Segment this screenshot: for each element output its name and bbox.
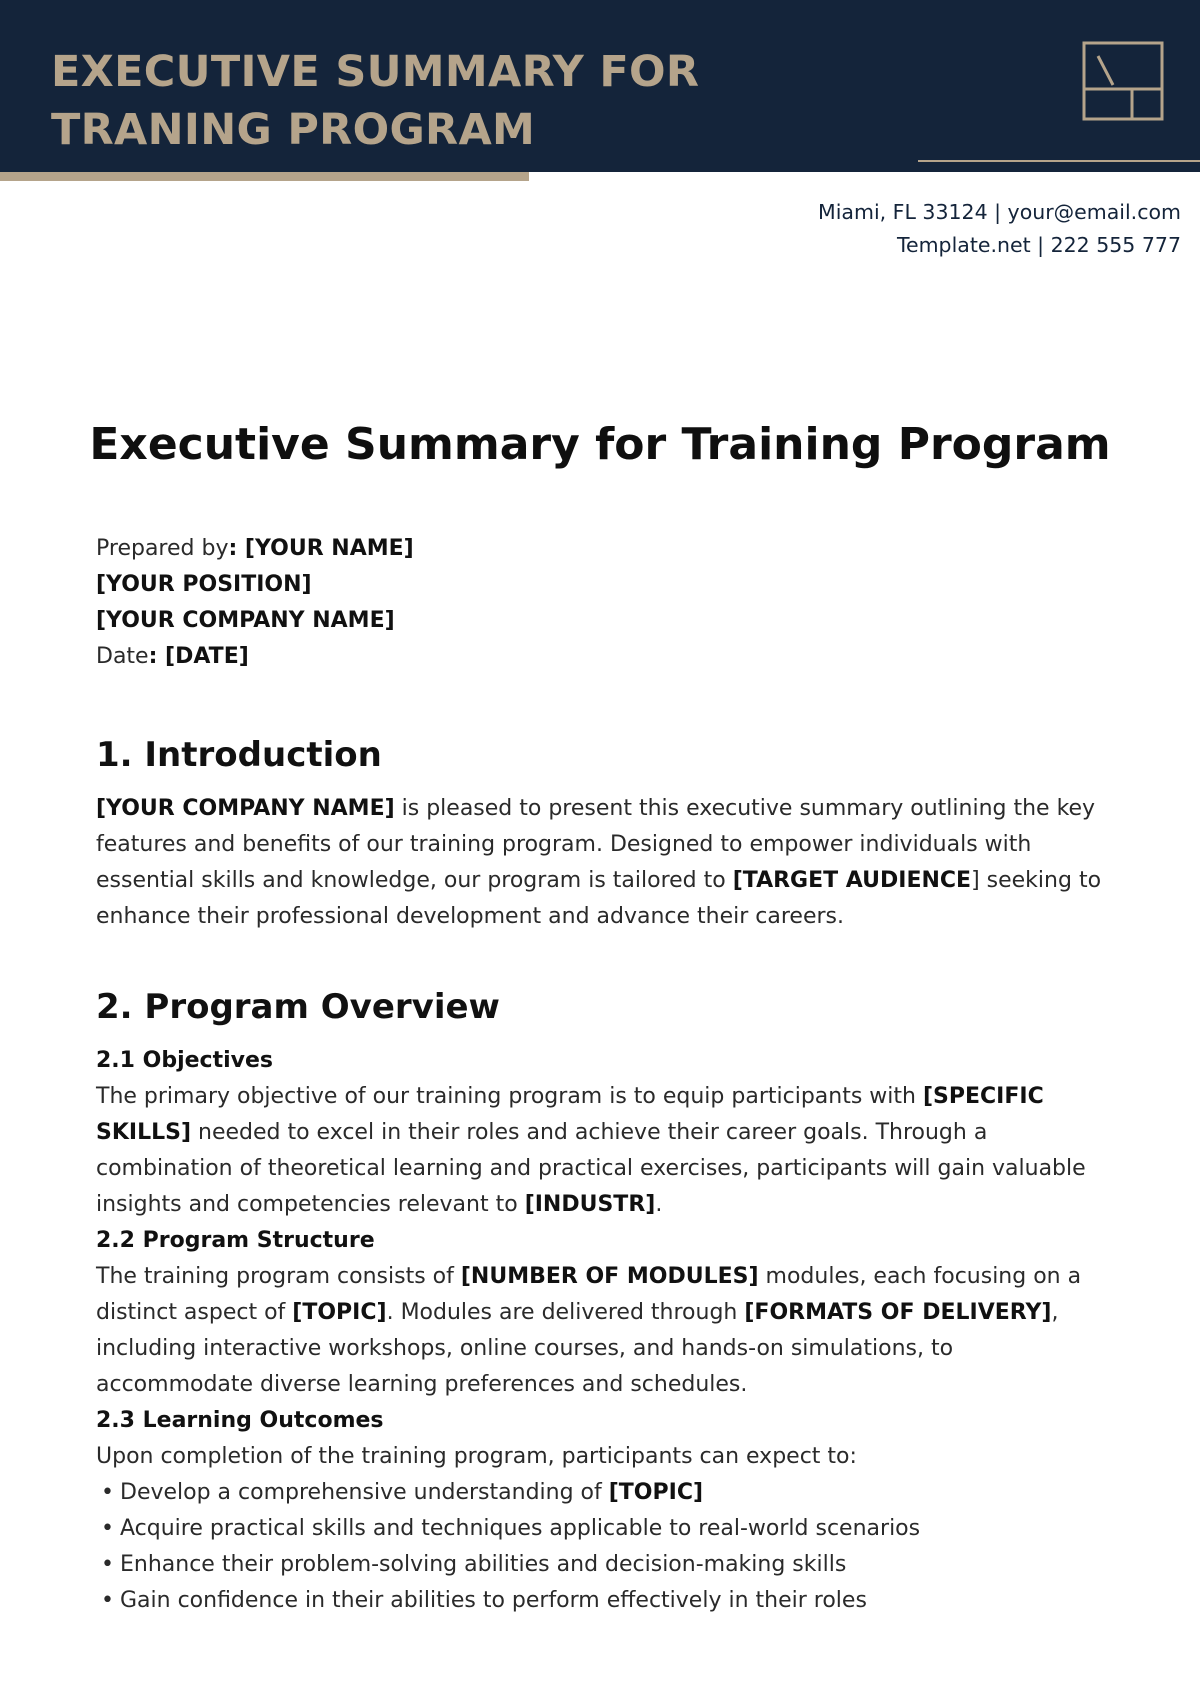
objectives-text-2: needed to excel in their roles and achieve their career goals. Through a combination of theoretical learning and practical exercises, participants will gain valuable insights and competencies relevant to (96, 1120, 1086, 1217)
intro-text-2: ] seeking to enhance their professional development and advance their careers. (96, 868, 1102, 929)
company-value: [YOUR COMPANY NAME] (96, 608, 395, 633)
objectives-text-1: The primary objective of our training program is to equip participants with (96, 1084, 923, 1109)
position-value: [YOUR POSITION] (96, 572, 312, 597)
bullet-dot: • (101, 1516, 114, 1541)
window-layout-icon (1082, 41, 1164, 121)
banner-title-line2: TRANING PROGRAM (51, 105, 536, 155)
company-line (96, 603, 1106, 639)
objectives-skills-placeholder: [SPECIFIC SKILLS] (96, 1084, 1044, 1145)
intro-company-placeholder: [YOUR COMPANY NAME] (96, 796, 395, 821)
section-heading-program-overview: 2. Program Overview (96, 987, 500, 1027)
list-item (96, 1547, 1106, 1583)
structure-formats-placeholder: [FORMATS OF DELIVERY] (744, 1300, 1052, 1325)
structure-topic-placeholder: [TOPIC] (292, 1300, 387, 1325)
subsection-heading-objectives: 2.1 Objectives (96, 1048, 273, 1073)
contact-line-website: Template.net | 222 555 777 (896, 233, 1181, 257)
document-body (96, 531, 1106, 1619)
structure-paragraph (96, 1259, 1106, 1403)
intro-audience-placeholder: [TARGET AUDIENCE (732, 868, 972, 893)
objectives-paragraph (96, 1079, 1106, 1223)
bullet-topic-placeholder: [TOPIC] (608, 1480, 704, 1505)
prepared-by-value: : [YOUR NAME] (228, 536, 414, 561)
date-line (96, 639, 1106, 675)
contact-info (818, 196, 1181, 262)
structure-text-2: modules, each focusing on a distinct aspect of (96, 1264, 1082, 1325)
list-item (96, 1475, 1106, 1511)
structure-text-3: . Modules are delivered through (386, 1300, 745, 1325)
intro-text-1: is pleased to present this executive summary outlining the key features and benefits of our training program. Designed to empower individuals with essential skills and knowledge, our program is tailored to (96, 796, 1096, 893)
date-label: Date (96, 644, 149, 669)
list-item (96, 1583, 1106, 1619)
header-banner (0, 0, 1200, 172)
list-item (96, 1511, 1106, 1547)
date-value: : [DATE] (148, 644, 249, 669)
bullet-text: Gain confidence in their abilities to perform effectively in their roles (120, 1588, 867, 1613)
bullet-dot: • (101, 1480, 114, 1505)
section-heading-introduction: 1. Introduction (96, 735, 382, 775)
header-accent-rule (918, 160, 1200, 162)
prepared-by-label: Prepared by (96, 536, 229, 561)
objectives-industry-placeholder: [INDUSTR] (524, 1192, 656, 1217)
header-accent-bar (0, 172, 529, 181)
structure-text-4: , including interactive workshops, online courses, and hands-on simulations, to accommodate diverse learning preferences and schedules. (96, 1300, 1059, 1397)
subsection-heading-learning-outcomes: 2.3 Learning Outcomes (96, 1408, 384, 1433)
bullet-text: Develop a comprehensive understanding of (120, 1480, 609, 1505)
bullet-dot: • (101, 1552, 114, 1577)
introduction-paragraph (96, 791, 1106, 935)
banner-title-line1: EXECUTIVE SUMMARY FOR (51, 47, 700, 97)
objectives-text-3: . (655, 1192, 663, 1217)
banner-title (51, 43, 811, 159)
structure-modules-placeholder: [NUMBER OF MODULES] (460, 1264, 759, 1289)
prepared-by-block (96, 531, 1106, 675)
outcomes-intro: Upon completion of the training program, participants can expect to: (96, 1444, 857, 1469)
contact-line-address: Miami, FL 33124 | your@email.com (818, 200, 1181, 224)
bullet-dot: • (101, 1588, 114, 1613)
bullet-text: Enhance their problem-solving abilities and decision-making skills (120, 1552, 847, 1577)
document-title: Executive Summary for Training Program (89, 419, 1111, 470)
subsection-heading-program-structure: 2.2 Program Structure (96, 1228, 375, 1253)
position-line (96, 567, 1106, 603)
prepared-by-line (96, 531, 1106, 567)
structure-text-1: The training program consists of (96, 1264, 461, 1289)
outcomes-list (96, 1475, 1106, 1619)
bullet-text: Acquire practical skills and techniques applicable to real-world scenarios (120, 1516, 921, 1541)
